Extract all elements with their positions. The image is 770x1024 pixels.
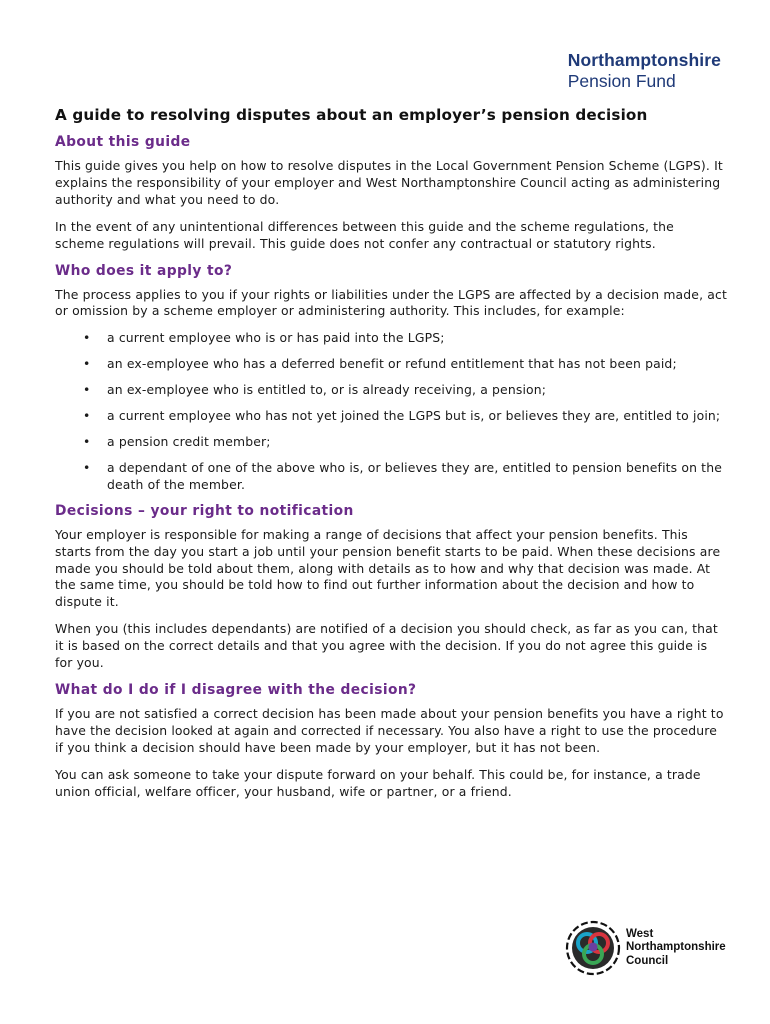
bullet-icon: • bbox=[83, 408, 91, 424]
bullet-icon: • bbox=[83, 433, 91, 449]
council-logo bbox=[565, 918, 755, 978]
brand-line2: Pension Fund bbox=[567, 71, 676, 91]
who-paragraph-1: The process applies to you if your rights or liabilities under the LGPS are affected by a decision made, act or omission by a scheme employer or administering authority. This includes, for example: bbox=[55, 286, 727, 319]
bullet-icon: • bbox=[83, 382, 91, 398]
list-item: • a pension credit member; bbox=[83, 433, 271, 449]
bullet-icon: • bbox=[83, 330, 91, 346]
brand-line1: Northamptonshire bbox=[567, 50, 721, 70]
pension-fund-logo bbox=[568, 50, 721, 92]
list-item: • a current employee who is or has paid into the LGPS; bbox=[83, 330, 445, 346]
council-line3: Council bbox=[626, 954, 669, 967]
heading-disagree: What do I do if I disagree with the decision? bbox=[55, 681, 417, 698]
heading-decisions: Decisions – your right to notification bbox=[55, 502, 354, 519]
about-paragraph-2: In the event of any unintentional differences between this guide and the scheme regulations, the scheme regulations will prevail. This guide does not confer any contractual or statutory rights. bbox=[55, 218, 674, 251]
bullet-icon: • bbox=[83, 459, 91, 475]
page-title: A guide to resolving disputes about an employer’s pension decision bbox=[55, 106, 648, 124]
heading-about: About this guide bbox=[55, 134, 191, 150]
council-line1: West bbox=[626, 927, 654, 940]
council-line2: Northamptonshire bbox=[626, 941, 726, 954]
bullet-icon: • bbox=[83, 356, 91, 372]
document-body bbox=[55, 106, 727, 810]
decisions-paragraph-1: Your employer is responsible for making a range of decisions that affect your pension benefits. This starts from the day you start a job until your pension benefit starts to be paid. When these decisions are made you should be told about them, along with details as to how and why that decision was made. At the same time, you should be told how to find out further information about the decision and how to dispute it. bbox=[55, 526, 721, 610]
council-emblem-icon bbox=[565, 920, 621, 976]
decisions-paragraph-2: When you (this includes dependants) are notified of a decision you should check, as far as you can, that it is based on the correct details and that you agree with the decision. If you do not agree this guide is for you. bbox=[55, 621, 718, 671]
list-item: • an ex-employee who is entitled to, or is already receiving, a pension; bbox=[83, 382, 547, 398]
eligibility-list bbox=[55, 330, 727, 493]
list-item: • a dependant of one of the above who is, or believes they are, entitled to pension benefits on the death of the member. bbox=[83, 459, 722, 492]
disagree-paragraph-1: If you are not satisfied a correct decision has been made about your pension benefits you have a right to have the decision looked at again and corrected if necessary. You also have a right to use the procedure if you think a decision should have been made by your employer, but it has not been. bbox=[55, 705, 724, 755]
about-paragraph-1: This guide gives you help on how to resolve disputes in the Local Government Pension Scheme (LGPS). It explains the responsibility of your employer and West Northamptonshire Council acting as administering authority and what you need to do. bbox=[55, 158, 723, 207]
list-item: • a current employee who has not yet joined the LGPS but is, or believes they are, entitled to join; bbox=[83, 408, 721, 424]
heading-who: Who does it apply to? bbox=[55, 262, 233, 279]
list-item: • an ex-employee who has a deferred benefit or refund entitlement that has not been paid; bbox=[83, 356, 677, 372]
disagree-paragraph-2: You can ask someone to take your dispute forward on your behalf. This could be, for instance, a trade union official, welfare officer, your husband, wife or partner, or a friend. bbox=[55, 766, 701, 799]
